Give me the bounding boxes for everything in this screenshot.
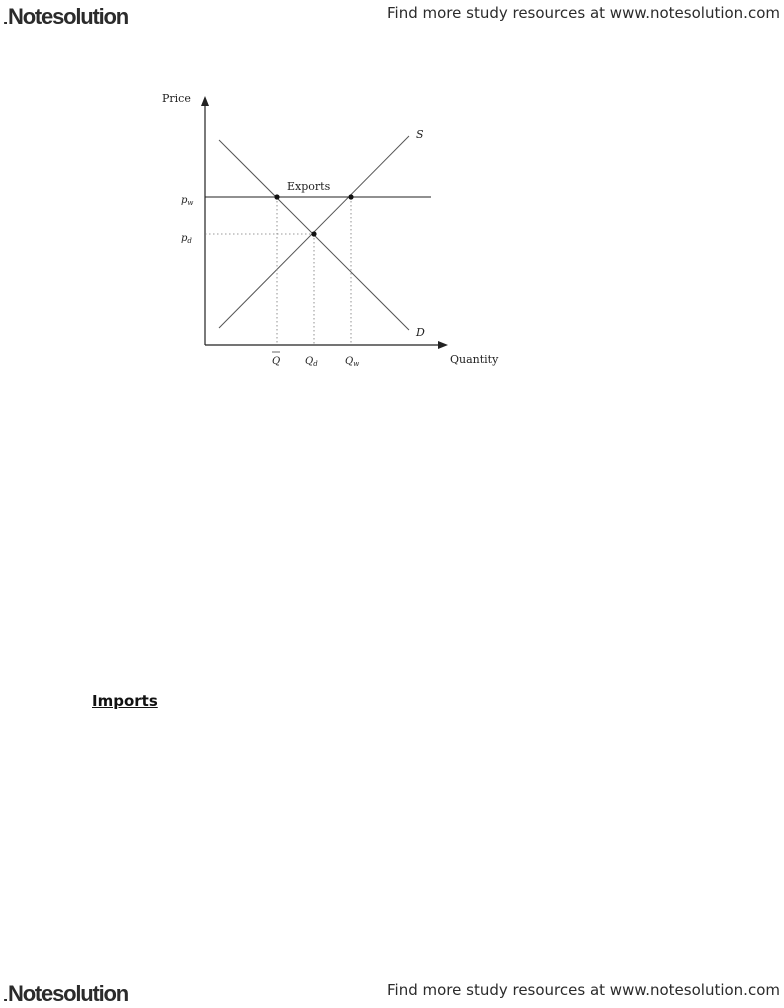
footer-logo-text: Notesolution bbox=[8, 981, 129, 1006]
y-axis-label: Price bbox=[162, 92, 191, 105]
y-axis-arrow-icon bbox=[201, 96, 209, 106]
world-price-label: $p_w$ bbox=[181, 195, 194, 207]
q-bar-label: Q bbox=[272, 356, 281, 367]
header-logo-text: Notesolution bbox=[8, 4, 129, 29]
footer-logo[interactable] bbox=[4, 981, 128, 1007]
x-axis-label: Quantity bbox=[450, 353, 499, 366]
q-d-label: $Q_d$ bbox=[305, 356, 318, 368]
logo-mark-icon bbox=[4, 999, 7, 1001]
point-q-bar bbox=[274, 194, 279, 199]
logo-mark-icon bbox=[4, 22, 7, 24]
footer-site-link[interactable]: Find more study resources at www.notesolution.com bbox=[387, 981, 780, 999]
header-logo[interactable] bbox=[4, 4, 128, 30]
x-axis-arrow-icon bbox=[438, 341, 448, 349]
header-site-link[interactable]: Find more study resources at www.notesolution.com bbox=[387, 4, 780, 22]
exports-supply-demand-figure bbox=[150, 88, 510, 378]
point-equilibrium bbox=[311, 231, 316, 236]
point-q-w bbox=[348, 194, 353, 199]
demand-label: D bbox=[416, 326, 425, 339]
exports-label: Exports bbox=[287, 180, 331, 193]
domestic-price-label: $p_d$ bbox=[181, 233, 192, 245]
supply-label: S bbox=[416, 128, 424, 141]
q-w-label: $Q_w$ bbox=[345, 356, 360, 368]
imports-heading: Imports bbox=[92, 692, 158, 710]
